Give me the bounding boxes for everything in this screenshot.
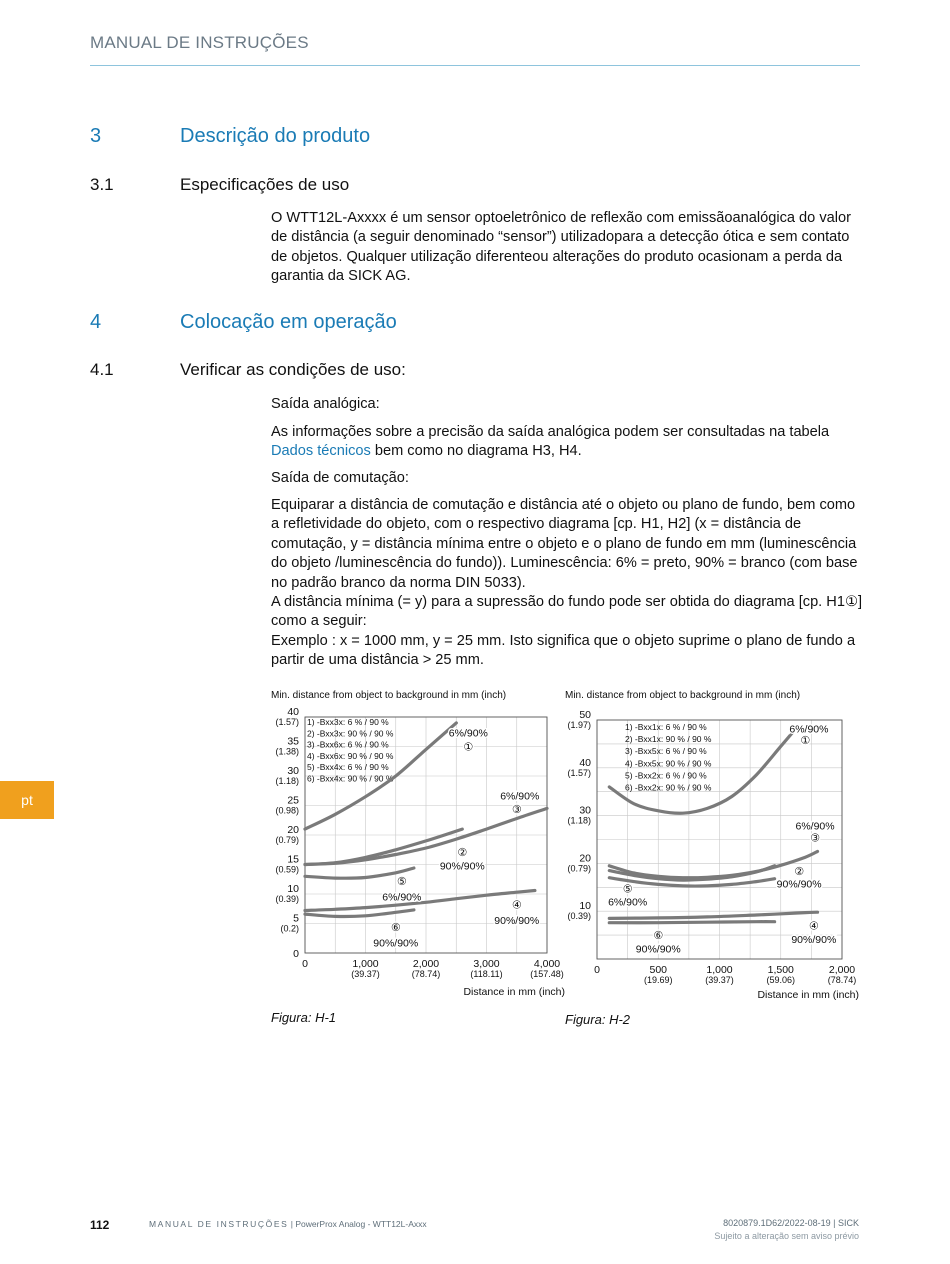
- curve-number-label: ⑤: [396, 875, 407, 889]
- header-rule: [90, 65, 860, 66]
- y-tick-label: 0: [293, 948, 299, 960]
- y-tick-inch-label: (0.39): [275, 894, 299, 904]
- y-tick-label: 20: [287, 824, 299, 836]
- technical-data-link[interactable]: Dados técnicos: [271, 443, 371, 460]
- reflectance-label: 6%/90%: [795, 820, 835, 833]
- y-tick-label: 10: [287, 883, 299, 895]
- chart-h1-svg: [271, 686, 567, 1002]
- reflectance-label: 6%/90%: [789, 723, 829, 736]
- y-tick-inch-label: (1.18): [275, 776, 299, 786]
- chart-h2-svg: [565, 686, 861, 1002]
- y-tick-inch-label: (0.98): [275, 805, 299, 816]
- x-tick-label: 0: [302, 958, 308, 970]
- legend-entry: 6) -Bxx4x: 90 % / 90 %: [307, 773, 394, 784]
- analog-text-end: bem como no diagrama H3, H4.: [370, 443, 582, 460]
- section-title: Especificações de uso: [180, 175, 350, 194]
- y-tick-inch-label: (0.59): [275, 864, 299, 875]
- reflectance-label: 90%/90%: [776, 878, 822, 891]
- section-number: 3: [90, 125, 102, 147]
- x-tick-inch-label: (59.06): [766, 975, 796, 985]
- section-number: 4.1: [90, 360, 114, 379]
- y-tick-label: 30: [287, 765, 299, 777]
- legend-entry: 1) -Bxx3x: 6 % / 90 %: [307, 717, 389, 727]
- reflectance-label: 90%/90%: [635, 943, 681, 956]
- section-title: Colocação em operação: [180, 311, 397, 333]
- switching-output-title: Saída de comutação:: [271, 470, 409, 486]
- y-tick-label: 10: [579, 900, 591, 913]
- footer-manual: [149, 1219, 427, 1229]
- footer-product: PowerProx Analog - WTT12L-Axxx: [295, 1219, 427, 1229]
- curve-number-label: ③: [511, 803, 522, 817]
- curve-number-label: ②: [457, 846, 468, 860]
- language-tab: pt: [0, 781, 54, 819]
- figure-caption-h1: Figura: H-1: [271, 1010, 337, 1025]
- x-tick-inch-label: (78.74): [827, 975, 857, 985]
- y-tick-label: 15: [287, 853, 299, 866]
- chart-title: Min. distance from object to background in mm (inch): [565, 690, 801, 701]
- y-tick-label: 30: [579, 804, 591, 817]
- chart-h2: [565, 686, 861, 1007]
- footer-manual-title: MANUAL DE INSTRUÇÕES: [149, 1219, 289, 1229]
- running-header: MANUAL DE INSTRUÇÕES: [90, 33, 309, 52]
- legend-entry: 1) -Bxx1x: 6 % / 90 %: [625, 722, 707, 732]
- section-number: 3.1: [90, 175, 114, 194]
- switching-output-text: [271, 496, 863, 671]
- x-tick-label: 2,000: [828, 964, 856, 976]
- analog-output-title: Saída analógica:: [271, 396, 380, 412]
- section-title: Verificar as condições de uso:: [180, 360, 406, 379]
- series-curve: [305, 829, 462, 864]
- switching-paragraph-1: Equiparar a distância de comutação e distância até o objeto ou plano de fundo, bem como a refletividade do objeto, com o respectivo diagrama [cp. H1, H2] (x = distância de comutação, y = distância mínima entre o objeto e o plano de fundo em mm (luminescência do objeto /luminescência do fundo)). Luminescência: 6% = preto, 90% = branco (com base no padrão branco da norma DIN 5033).: [271, 497, 858, 591]
- curve-number-label: ⑤: [622, 882, 633, 896]
- legend-entry: 4) -Bxx5x: 90 % / 90 %: [625, 758, 712, 769]
- y-tick-inch-label: (1.57): [275, 717, 299, 727]
- y-tick-inch-label: (0.79): [275, 835, 299, 845]
- reflectance-label: 90%/90%: [494, 914, 540, 927]
- x-tick-inch-label: (118.11): [470, 969, 503, 979]
- y-tick-inch-label: (0.79): [567, 863, 591, 874]
- y-tick-label: 25: [287, 794, 299, 807]
- section-number: 4: [90, 311, 102, 333]
- figure-caption-h2: Figura: H-2: [565, 1012, 631, 1027]
- legend-entry: 6) -Bxx2x: 90 % / 90 %: [625, 782, 712, 793]
- x-tick-label: 500: [649, 964, 668, 976]
- x-tick-inch-label: (78.74): [411, 969, 441, 979]
- curve-number-label: ⑥: [653, 929, 664, 943]
- curve-number-label: ④: [808, 919, 819, 933]
- x-tick-label: 1,000: [706, 964, 733, 976]
- footer-document-id: 8020879.1D62/2022-08-19 | SICK: [723, 1218, 859, 1228]
- reflectance-label: 6%/90%: [448, 727, 488, 740]
- y-tick-label: 20: [579, 852, 591, 865]
- reflectance-label: 90%/90%: [373, 937, 419, 950]
- x-tick-label: 2,000: [412, 958, 440, 970]
- section-title: Descrição do produto: [180, 125, 371, 147]
- y-tick-inch-label: (1.97): [567, 720, 591, 730]
- y-tick-inch-label: (1.18): [567, 815, 591, 826]
- curve-number-label: ③: [810, 831, 820, 845]
- x-axis-label: Distance in mm (inch): [757, 989, 859, 1001]
- analog-output-paragraph: [271, 423, 863, 462]
- x-tick-label: 1,000: [352, 958, 379, 970]
- legend-entry: 2) -Bxx1x: 90 % / 90 %: [625, 734, 712, 745]
- legend-entry: 2) -Bxx3x: 90 % / 90 %: [307, 728, 394, 739]
- x-tick-label: 4,000: [533, 958, 561, 970]
- footer-note: Sujeito a alteração sem aviso prévio: [714, 1231, 859, 1241]
- chart-h1: [271, 686, 567, 1007]
- page-number: 112: [90, 1218, 110, 1232]
- analog-text: As informações sobre a precisão da saída analógica podem ser consultadas na tabela: [271, 424, 830, 440]
- x-tick-inch-label: (157.48): [530, 969, 564, 979]
- y-tick-inch-label: (0.39): [567, 911, 591, 922]
- x-tick-label: 3,000: [473, 958, 500, 970]
- x-tick-label: 0: [594, 964, 600, 976]
- legend-entry: 3) -Bxx5x: 6 % / 90 %: [625, 746, 707, 757]
- x-tick-label: 1,500: [767, 964, 794, 976]
- reflectance-label: 90%/90%: [439, 860, 485, 873]
- series-curve: [609, 912, 817, 918]
- legend-entry: 4) -Bxx6x: 90 % / 90 %: [307, 750, 394, 761]
- x-tick-inch-label: (39.37): [705, 975, 734, 985]
- reflectance-label: 6%/90%: [382, 891, 422, 904]
- reflectance-label: 90%/90%: [791, 933, 837, 946]
- switching-paragraph-2: A distância mínima (= y) para a supressão do fundo pode ser obtida do diagrama [cp. H1①] como a seguir:: [271, 594, 863, 630]
- footer-separator: |: [288, 1219, 296, 1229]
- curve-number-label: ①: [800, 734, 811, 748]
- curve-number-label: ①: [463, 740, 474, 754]
- y-tick-inch-label: (0.2): [280, 923, 299, 934]
- curve-number-label: ⑥: [390, 921, 401, 935]
- x-axis-label: Distance in mm (inch): [463, 986, 565, 998]
- reflectance-label: 6%/90%: [608, 896, 648, 909]
- legend-entry: 3) -Bxx6x: 6 % / 90 %: [307, 739, 389, 750]
- y-tick-label: 50: [579, 709, 591, 721]
- x-tick-inch-label: (39.37): [351, 969, 380, 979]
- y-tick-label: 35: [287, 735, 299, 748]
- chart-title: Min. distance from object to background in mm (inch): [271, 690, 507, 701]
- y-tick-label: 40: [579, 756, 591, 769]
- curve-number-label: ④: [511, 898, 522, 912]
- y-tick-label: 5: [293, 912, 299, 925]
- series-curve: [609, 851, 817, 877]
- x-tick-inch-label: (19.69): [643, 975, 673, 985]
- intended-use-paragraph: O WTT12L-Axxxx é um sensor optoeletrônico de reflexão com emissãoanalógica do valor de distância (a seguir denominado “sensor”) utilizadopara a detecção ótica e sem contato de objetos. Qualquer utilização diferenteou alterações do produto ocasionam a perda da garantia da SICK AG.: [271, 210, 851, 285]
- switching-paragraph-3: Exemplo : x = 1000 mm, y = 25 mm. Isto significa que o objeto suprime o plano de fundo a partir de uma distância > 25 mm.: [271, 632, 856, 669]
- series-curve: [609, 922, 774, 923]
- y-tick-inch-label: (1.57): [567, 767, 591, 778]
- reflectance-label: 6%/90%: [500, 790, 540, 803]
- legend-entry: 5) -Bxx4x: 6 % / 90 %: [307, 762, 389, 773]
- y-tick-inch-label: (1.38): [275, 746, 299, 757]
- legend-entry: 5) -Bxx2x: 6 % / 90 %: [625, 770, 707, 781]
- curve-number-label: ②: [794, 865, 805, 879]
- y-tick-label: 40: [287, 706, 299, 718]
